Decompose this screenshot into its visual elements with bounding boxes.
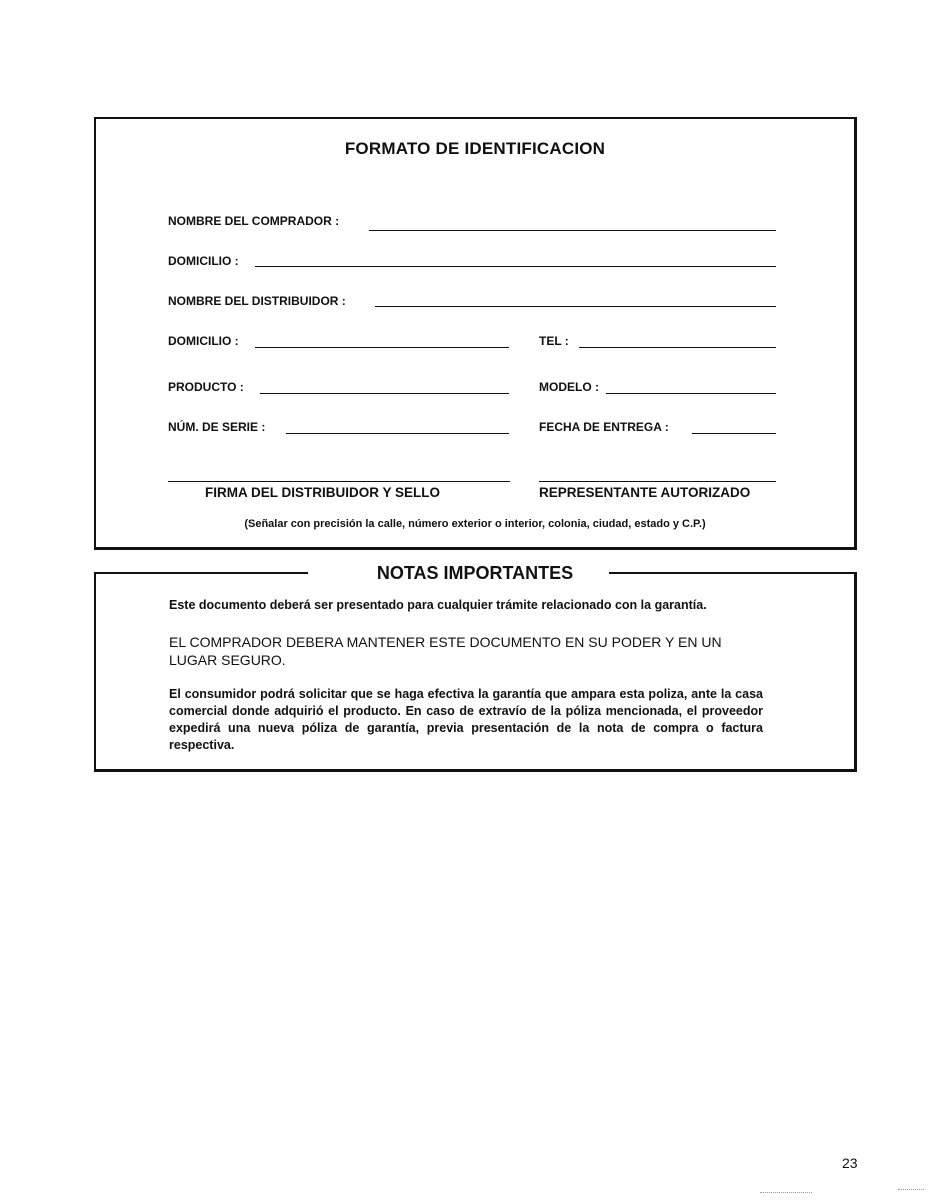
- distributor-address-field[interactable]: [255, 347, 509, 348]
- model-label: MODELO :: [539, 380, 599, 394]
- distributor-address-label: DOMICILIO :: [168, 334, 239, 348]
- scan-artifact: [760, 1192, 812, 1193]
- phone-field[interactable]: [579, 347, 776, 348]
- distributor-signature-line[interactable]: [168, 481, 510, 482]
- buyer-name-label: NOMBRE DEL COMPRADOR :: [168, 214, 340, 228]
- important-notes-box: [94, 563, 857, 772]
- notes-title: NOTAS IMPORTANTES: [96, 563, 854, 584]
- serial-number-field[interactable]: [286, 433, 509, 434]
- buyer-name-field[interactable]: [369, 230, 776, 231]
- product-field[interactable]: [260, 393, 509, 394]
- phone-label: TEL :: [539, 334, 569, 348]
- product-label: PRODUCTO :: [168, 380, 244, 394]
- distributor-name-field[interactable]: [375, 306, 776, 307]
- identification-form: [94, 117, 857, 550]
- page-number: 23: [842, 1155, 858, 1171]
- buyer-address-label: DOMICILIO :: [168, 254, 239, 268]
- notes-paragraph: Este documento deberá ser presentado para cualquier trámite relacionado con la garantía.: [169, 598, 707, 612]
- model-field[interactable]: [606, 393, 776, 394]
- address-instructions: (Señalar con precisión la calle, número exterior o interior, colonia, ciudad, estado y C.P.): [244, 518, 706, 530]
- distributor-signature-label: FIRMA DEL DISTRIBUIDOR Y SELLO: [205, 485, 441, 500]
- notes-paragraph: El consumidor podrá solicitar que se haga efectiva la garantía que ampara esta poliza, ante la casa comercial donde adquirió el producto. En caso de extravío de la póliza mencionada, el proveedor expedirá una nueva póliza de garantía, previa presentación de la nota de compra o factura respectiva.: [169, 687, 763, 752]
- notes-paragraph: EL COMPRADOR DEBERA MANTENER ESTE DOCUMENTO EN SU PODER Y EN UN LUGAR SEGURO.: [169, 634, 722, 668]
- form-title: FORMATO DE IDENTIFICACION: [344, 139, 606, 158]
- delivery-date-field[interactable]: [692, 433, 776, 434]
- representative-signature-line[interactable]: [539, 481, 776, 482]
- distributor-name-label: NOMBRE DEL DISTRIBUIDOR :: [168, 294, 346, 308]
- serial-number-label: NÚM. DE SERIE :: [168, 420, 266, 434]
- scan-artifact: [898, 1189, 924, 1190]
- buyer-address-field[interactable]: [255, 266, 776, 267]
- delivery-date-label: FECHA DE ENTREGA :: [539, 420, 669, 434]
- representative-label: REPRESENTANTE AUTORIZADO: [539, 485, 751, 500]
